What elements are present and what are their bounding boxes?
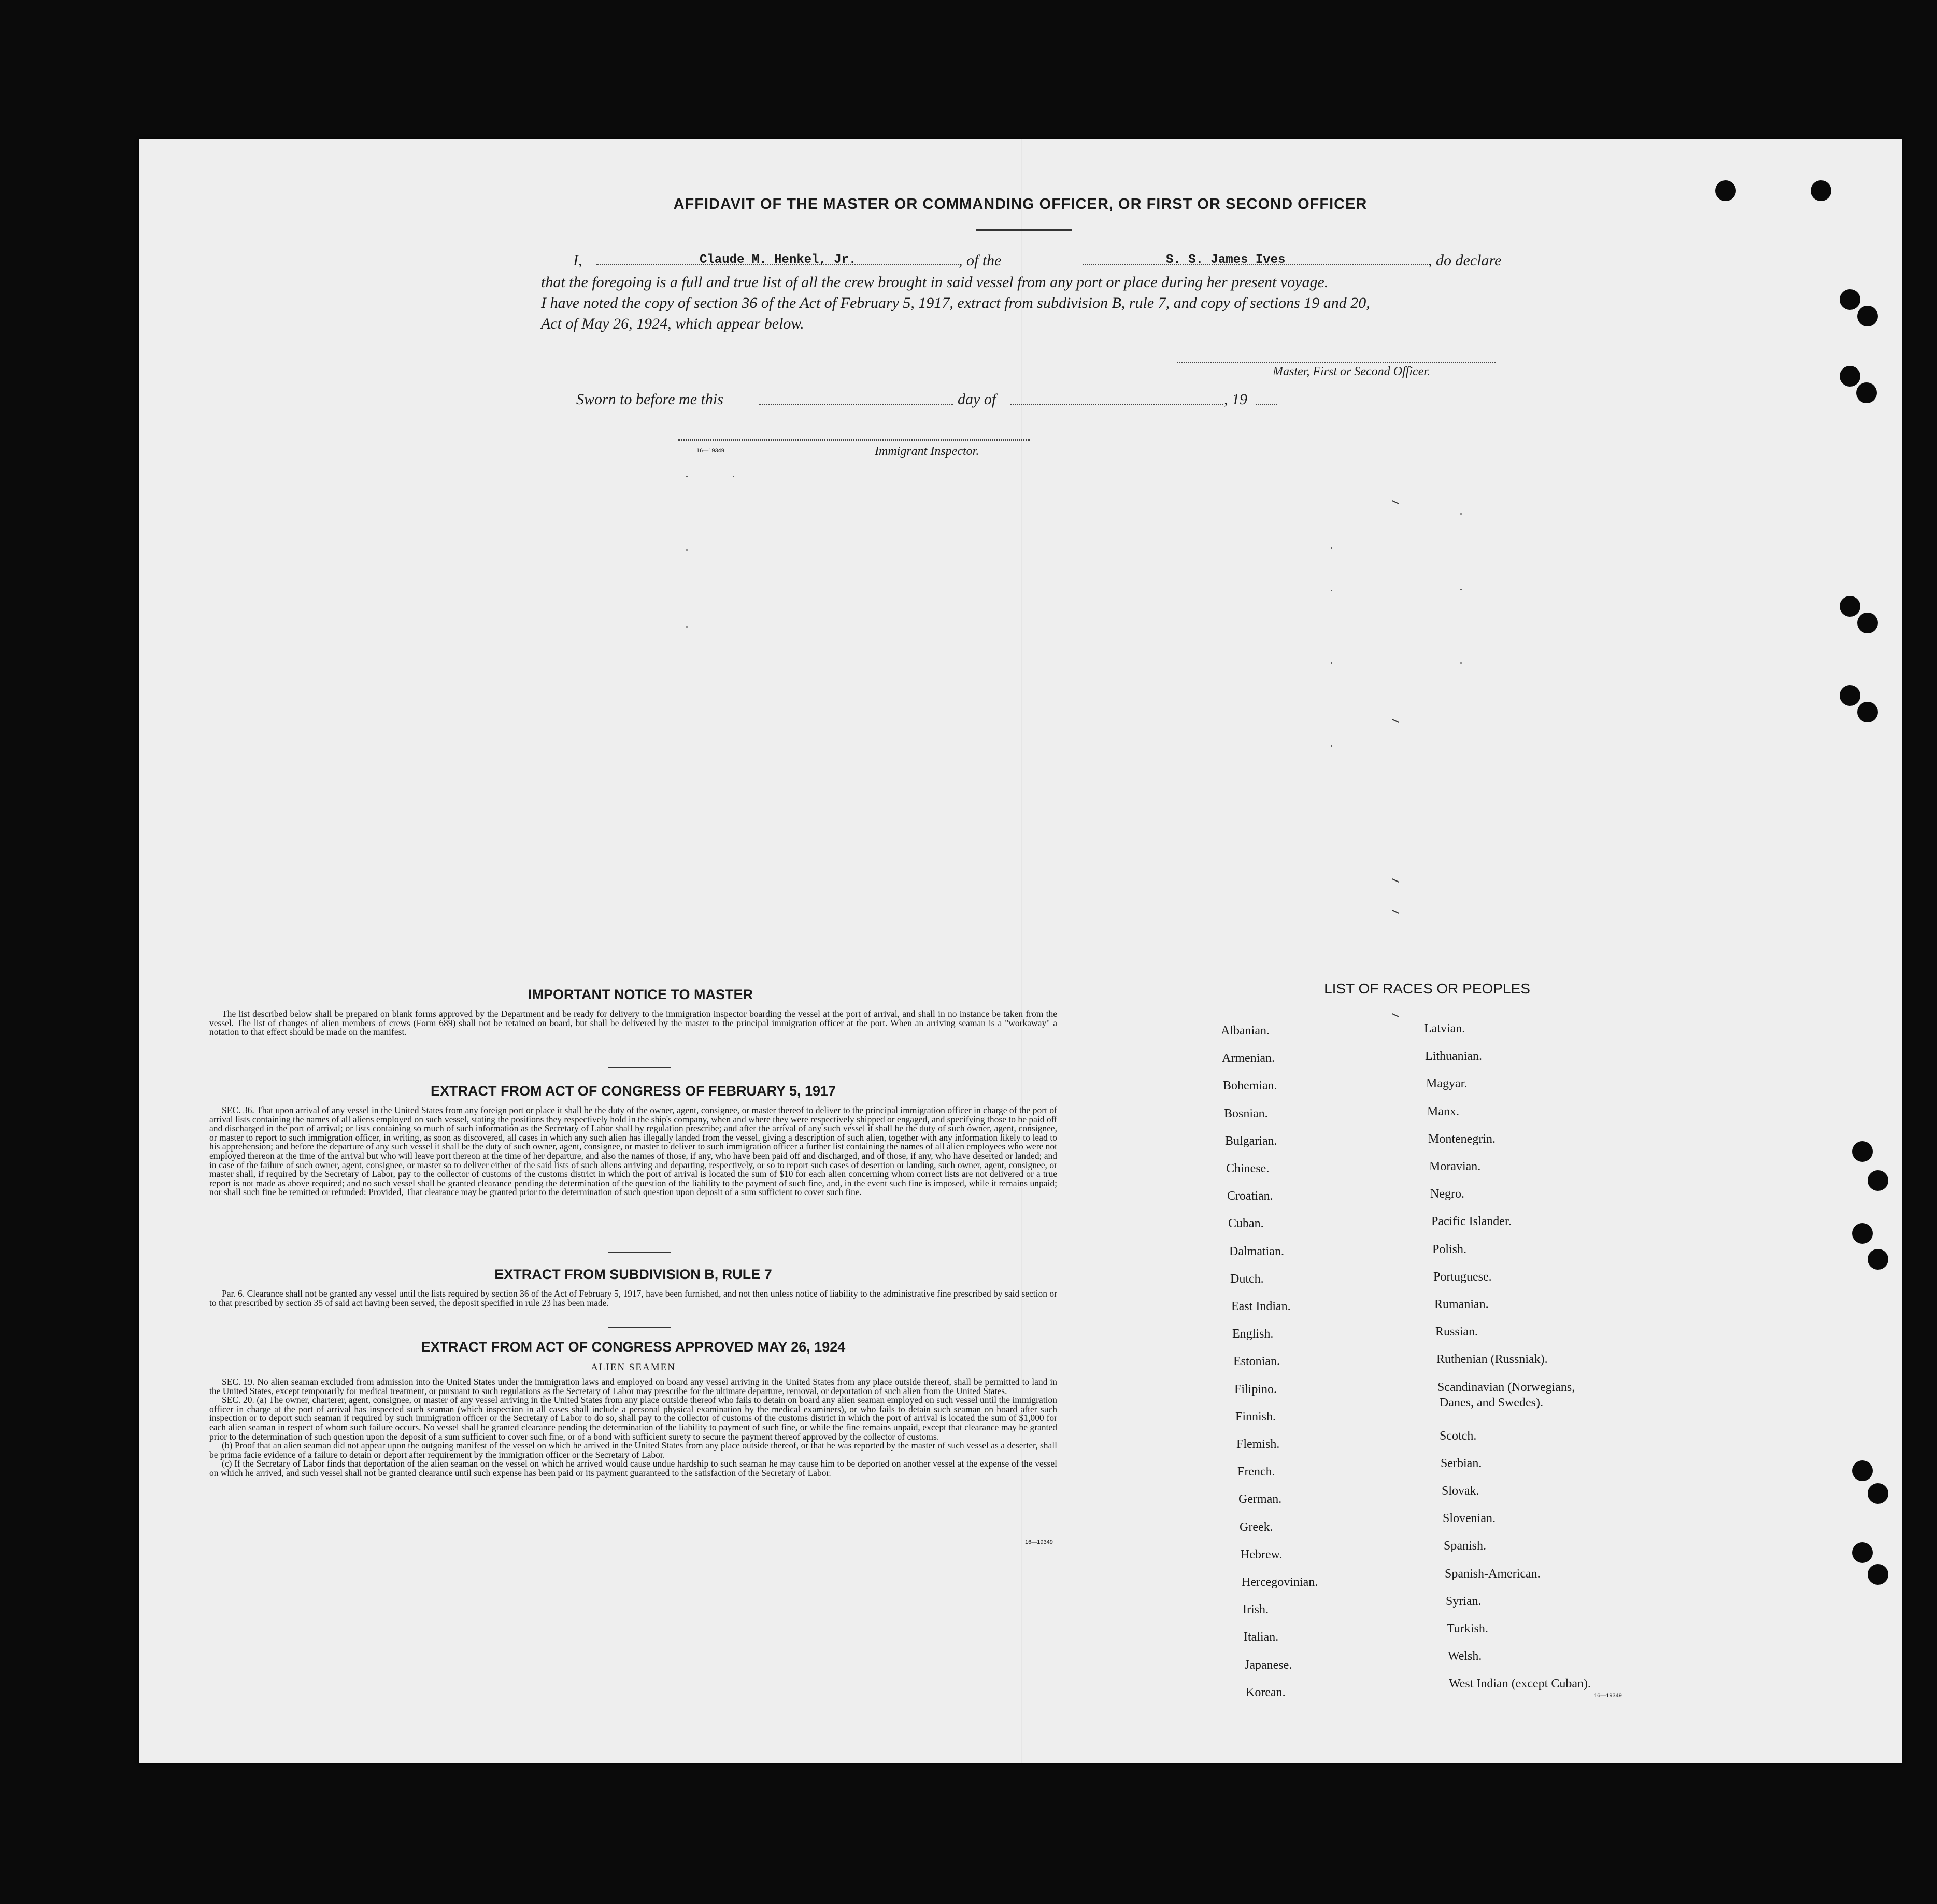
speck bbox=[1331, 662, 1332, 664]
race-item: Estonian. bbox=[1233, 1355, 1280, 1369]
affidavit-title: AFFIDAVIT OF THE MASTER OR COMMANDING OFFICER, OR FIRST OR SECOND OFFICER bbox=[673, 196, 1368, 212]
of-the-label: , of the bbox=[959, 252, 1002, 269]
speck bbox=[1331, 547, 1332, 549]
race-item: Bosnian. bbox=[1224, 1106, 1268, 1120]
punch-hole bbox=[1852, 1223, 1873, 1244]
notice-paragraph: The list described below shall be prepared on blank forms approved by the Department and be ready for delivery to the immigration inspector boarding the vessel at the port of arrival, and shall in no instance be taken from the vessel. The list of changes of alien members of crews (Form 689) shall not be retained on board, but shall be delivered by the master to the principal immigration officer at the port. When an arriving seaman is a "workaway" a notation to that effect should be made on the manifest. bbox=[209, 1008, 1057, 1038]
race-item: German. bbox=[1238, 1493, 1282, 1507]
speck bbox=[1460, 662, 1462, 664]
race-item: Hercegovinian. bbox=[1242, 1575, 1318, 1589]
speck bbox=[1460, 589, 1462, 590]
master-name: Claude M. Henkel, Jr. bbox=[700, 253, 857, 267]
year-label: , 19 bbox=[1224, 391, 1247, 408]
tick-mark bbox=[1392, 500, 1399, 504]
speck bbox=[1331, 745, 1332, 747]
race-item: Serbian. bbox=[1441, 1456, 1482, 1470]
extract-1924-title: EXTRACT FROM ACT OF CONGRESS APPROVED MAY 26, 1924 bbox=[421, 1339, 846, 1355]
punch-hole bbox=[1856, 382, 1877, 403]
race-item: Negro. bbox=[1430, 1187, 1464, 1201]
race-item: Albanian. bbox=[1221, 1024, 1270, 1038]
form-number: 16—19349 bbox=[1025, 1539, 1053, 1545]
race-item: Chinese. bbox=[1226, 1162, 1270, 1175]
race-item: Spanish-American. bbox=[1445, 1567, 1541, 1581]
extract-1917-title: EXTRACT FROM ACT OF CONGRESS OF FEBRUARY 5, 1917 bbox=[430, 1083, 836, 1099]
rule-7-text bbox=[209, 1289, 1057, 1308]
tick-mark bbox=[1392, 910, 1399, 914]
race-item: Danes, and Swedes). bbox=[1440, 1396, 1543, 1410]
race-item: Latvian. bbox=[1424, 1022, 1465, 1035]
race-item: Lithuanian. bbox=[1425, 1049, 1482, 1063]
title-rule bbox=[976, 229, 1072, 231]
notice-title: IMPORTANT NOTICE TO MASTER bbox=[528, 987, 753, 1002]
page-fold bbox=[1020, 139, 1022, 1763]
inspector-caption: Immigrant Inspector. bbox=[875, 445, 979, 458]
form-number: 16—19349 bbox=[696, 448, 724, 454]
speck bbox=[733, 476, 734, 477]
punch-hole bbox=[1840, 366, 1860, 387]
punch-hole bbox=[1840, 596, 1860, 617]
race-item: Dalmatian. bbox=[1229, 1244, 1284, 1258]
sec-20b-paragraph: (b) Proof that an alien seaman did not appear upon the outgoing manifest of the vessel on which he arrived in the United States from any place outside thereof, or that he was reported by the master of such vessel as a deserter, shall be prima facie evidence of a failure to detain or deport after requirement by the immigration officer or the Secretary of Labor. bbox=[209, 1440, 1057, 1460]
race-item: Turkish. bbox=[1447, 1622, 1488, 1636]
extract-1924-text bbox=[209, 1377, 1057, 1478]
alien-seamen-subtitle: ALIEN SEAMEN bbox=[591, 1362, 676, 1373]
section-rule bbox=[608, 1327, 671, 1328]
race-item: Bohemian. bbox=[1223, 1079, 1277, 1093]
punch-hole bbox=[1868, 1564, 1888, 1585]
race-item: Armenian. bbox=[1222, 1052, 1275, 1065]
speck bbox=[1331, 590, 1332, 591]
race-item: Pacific Islander. bbox=[1431, 1215, 1512, 1229]
affidavit-line-3: I have noted the copy of section 36 of the Act of February 5, 1917, extract from subdivision B, rule 7, and copy of sections 19 and 20, bbox=[541, 294, 1370, 311]
punch-hole bbox=[1840, 685, 1860, 706]
punch-hole bbox=[1857, 306, 1878, 326]
punch-hole bbox=[1852, 1542, 1873, 1563]
notice-text bbox=[209, 1010, 1057, 1037]
punch-hole bbox=[1868, 1249, 1888, 1270]
section-36-paragraph: SEC. 36. That upon arrival of any vessel in the United States from any foreign port or place it shall be the duty of the owner, agent, consignee, or master thereof to deliver to the principal immigration officer in charge of the port of arrival lists containing the names of all aliens employed on such vessel, stating the positions they respectively hold in the ship's company, when and where they were respectively shipped or engaged, and specifying those to be paid off and discharged in the port of arrival; or lists containing so much of such information as the Secretary of Labor shall by regulation prescribe; and after the arrival of any such vessel it shall be the duty of such owner, agent, consignee, or master to report to such immigration officer, in writing, as soon as discovered, all cases in which any such alien has illegally landed from the vessel, giving a description of such alien, together with any information likely to lead to his apprehension; and before the departure of any such vessel it shall be the duty of such owner, agent, consignee, or master to deliver to such immigration officer a further list containing the names of all alien employees who were not employed thereon at the time of the arrival but who will leave port thereon at the time of her departure, and also the names of those, if any, who have been paid off and discharged, and of those, if any, who have deserted or landed; and in case of the failure of such owner, agent, consignee, or master so to deliver either of the said lists of such aliens arriving and departing, respectively, or so to report such cases of desertion or landing, such owner, agent, consignee, or master shall, if required by the Secretary of Labor, pay to the collector of customs of the customs district in which the port of arrival is located the sum of $10 for each alien concerning whom correct lists are not delivered or a true report is not made as above required; and no such vessel shall be granted clearance pending the determination of the question of the liability to the payment of such fine, and, in the event such fine is imposed, while it remains unpaid; nor shall such fine be remitted or refunded: Provided, That clearance may be granted prior to the determination of such question upon deposit of a sum sufficient to cover such fine. bbox=[209, 1105, 1057, 1198]
race-item: Hebrew. bbox=[1241, 1547, 1283, 1561]
master-caption: Master, First or Second Officer. bbox=[1273, 365, 1430, 378]
race-item: Finnish. bbox=[1235, 1410, 1276, 1424]
document-page bbox=[139, 139, 1902, 1763]
race-item: Slovak. bbox=[1442, 1484, 1479, 1498]
sworn-day-line bbox=[759, 404, 953, 405]
race-item: Spanish. bbox=[1444, 1539, 1487, 1553]
race-item: Italian. bbox=[1244, 1630, 1279, 1644]
speck bbox=[686, 476, 688, 477]
race-item: Scotch. bbox=[1440, 1429, 1477, 1443]
affidavit-line-2: that the foregoing is a full and true list of all the crew brought in said vessel from any port or place during her present voyage. bbox=[541, 274, 1329, 291]
race-item: English. bbox=[1232, 1327, 1274, 1341]
race-item: French. bbox=[1237, 1465, 1275, 1479]
race-item: Magyar. bbox=[1426, 1077, 1468, 1091]
race-item: Dutch. bbox=[1230, 1272, 1264, 1286]
inspector-signature-line bbox=[678, 439, 1030, 441]
speck bbox=[686, 626, 688, 628]
rule-7-paragraph: Par. 6. Clearance shall not be granted any vessel until the lists required by section 36 of the Act of February 5, 1917, have been furnished, and not then unless notice of liability to the administrative fine prescribed by said section or to that prescribed by section 35 of said act having been served, the deposit specified in rule 23 has been made. bbox=[209, 1288, 1057, 1308]
race-item: Cuban. bbox=[1228, 1217, 1264, 1231]
punch-hole bbox=[1857, 702, 1878, 722]
sworn-label: Sworn to before me this bbox=[576, 391, 723, 408]
punch-hole bbox=[1868, 1170, 1888, 1191]
race-item: Manx. bbox=[1427, 1104, 1459, 1118]
race-item: Polish. bbox=[1432, 1242, 1467, 1256]
section-rule bbox=[608, 1252, 671, 1253]
race-item: Bulgarian. bbox=[1225, 1134, 1277, 1148]
speck bbox=[1460, 513, 1462, 515]
affidavit-i-label: I, bbox=[573, 252, 582, 269]
form-number: 16—19349 bbox=[1594, 1693, 1622, 1699]
race-item: Rumanian. bbox=[1434, 1298, 1489, 1311]
do-declare-label: , do declare bbox=[1428, 252, 1502, 269]
tick-mark bbox=[1392, 878, 1399, 883]
speck bbox=[686, 549, 688, 551]
vessel-name: S. S. James Ives bbox=[1166, 253, 1286, 267]
race-item: Greek. bbox=[1240, 1520, 1273, 1534]
race-item: Japanese. bbox=[1245, 1658, 1292, 1672]
race-item: Flemish. bbox=[1236, 1438, 1280, 1451]
punch-hole bbox=[1840, 289, 1860, 310]
sworn-month-line bbox=[1010, 404, 1223, 405]
races-title: LIST OF RACES OR PEOPLES bbox=[1324, 981, 1530, 997]
extract-1917-text bbox=[209, 1106, 1057, 1197]
race-item: Croatian. bbox=[1227, 1189, 1273, 1203]
race-item: Syrian. bbox=[1446, 1594, 1482, 1608]
race-item: Korean. bbox=[1246, 1685, 1286, 1699]
day-of-label: day of bbox=[958, 391, 996, 408]
race-item: Irish. bbox=[1243, 1603, 1269, 1617]
punch-hole bbox=[1852, 1141, 1873, 1162]
sec-19-paragraph: SEC. 19. No alien seaman excluded from admission into the United States under the immigration laws and employed on board any vessel arriving in the United States from any place outside thereof, shall be permitted to land in the United States, except temporarily for medical treatment, or pursuant to such regulations as the Secretary of Labor may prescribe for the ultimate departure, removal, or deportation of such alien from the United States. bbox=[209, 1376, 1057, 1396]
tick-mark bbox=[1392, 1013, 1399, 1017]
punch-hole bbox=[1852, 1460, 1873, 1481]
race-item: Russian. bbox=[1435, 1325, 1478, 1339]
master-signature-line bbox=[1177, 362, 1496, 363]
section-rule bbox=[608, 1067, 671, 1068]
punch-hole bbox=[1857, 613, 1878, 633]
race-item: Ruthenian (Russniak). bbox=[1436, 1353, 1548, 1367]
race-item: Welsh. bbox=[1448, 1650, 1482, 1664]
punch-hole bbox=[1868, 1483, 1888, 1504]
affidavit-line-4: Act of May 26, 1924, which appear below. bbox=[541, 315, 804, 332]
sec-20a-paragraph: SEC. 20. (a) The owner, charterer, agent, consignee, or master of any vessel arriving in the United States from any place outside thereof who fails to detain on board any alien seaman employed on such vessel until the immigration officer in charge at the port of arrival has inspected such seaman (which inspection in all cases shall include a personal physical examination by the medical examiners), or who fails to detain such seaman on board after such inspection or to deport such seaman if required by such immigration officer or the Secretary of Labor to do so, shall pay to the collector of customs of the customs district in which the port of arrival is located the sum of $1,000 for each alien seaman in respect of whom such failure occurs. No vessel shall be granted clearance pending the determination of the liability to payment of such fine, or while the fine remains unpaid, except that clearance may be granted prior to the determination of such question upon the deposit of a sum sufficient to cover such fine, or of a bond with sufficient surety to secure the payment thereof approved by the collector of customs. bbox=[209, 1395, 1057, 1442]
year-line bbox=[1256, 404, 1277, 405]
rule-7-title: EXTRACT FROM SUBDIVISION B, RULE 7 bbox=[494, 1267, 772, 1282]
race-item: Slovenian. bbox=[1443, 1512, 1496, 1526]
race-item: West Indian (except Cuban). bbox=[1449, 1677, 1591, 1691]
race-item: Moravian. bbox=[1429, 1160, 1481, 1173]
race-item: Filipino. bbox=[1234, 1382, 1277, 1396]
race-item: Portuguese. bbox=[1433, 1270, 1492, 1284]
tick-mark bbox=[1392, 719, 1399, 723]
sec-20c-paragraph: (c) If the Secretary of Labor finds that deportation of the alien seaman on the vessel on which he arrived would cause undue hardship to such seaman he may cause him to be deported on another vessel at the expense of the vessel on which he arrived, and such vessel shall not be granted clearance until such expense has been paid or its payment guaranteed to the satisfaction of the Secretary of Labor. bbox=[209, 1458, 1057, 1478]
race-item: Montenegrin. bbox=[1428, 1132, 1496, 1146]
race-item: Scandinavian (Norwegians, bbox=[1437, 1380, 1575, 1394]
race-item: East Indian. bbox=[1231, 1300, 1291, 1313]
